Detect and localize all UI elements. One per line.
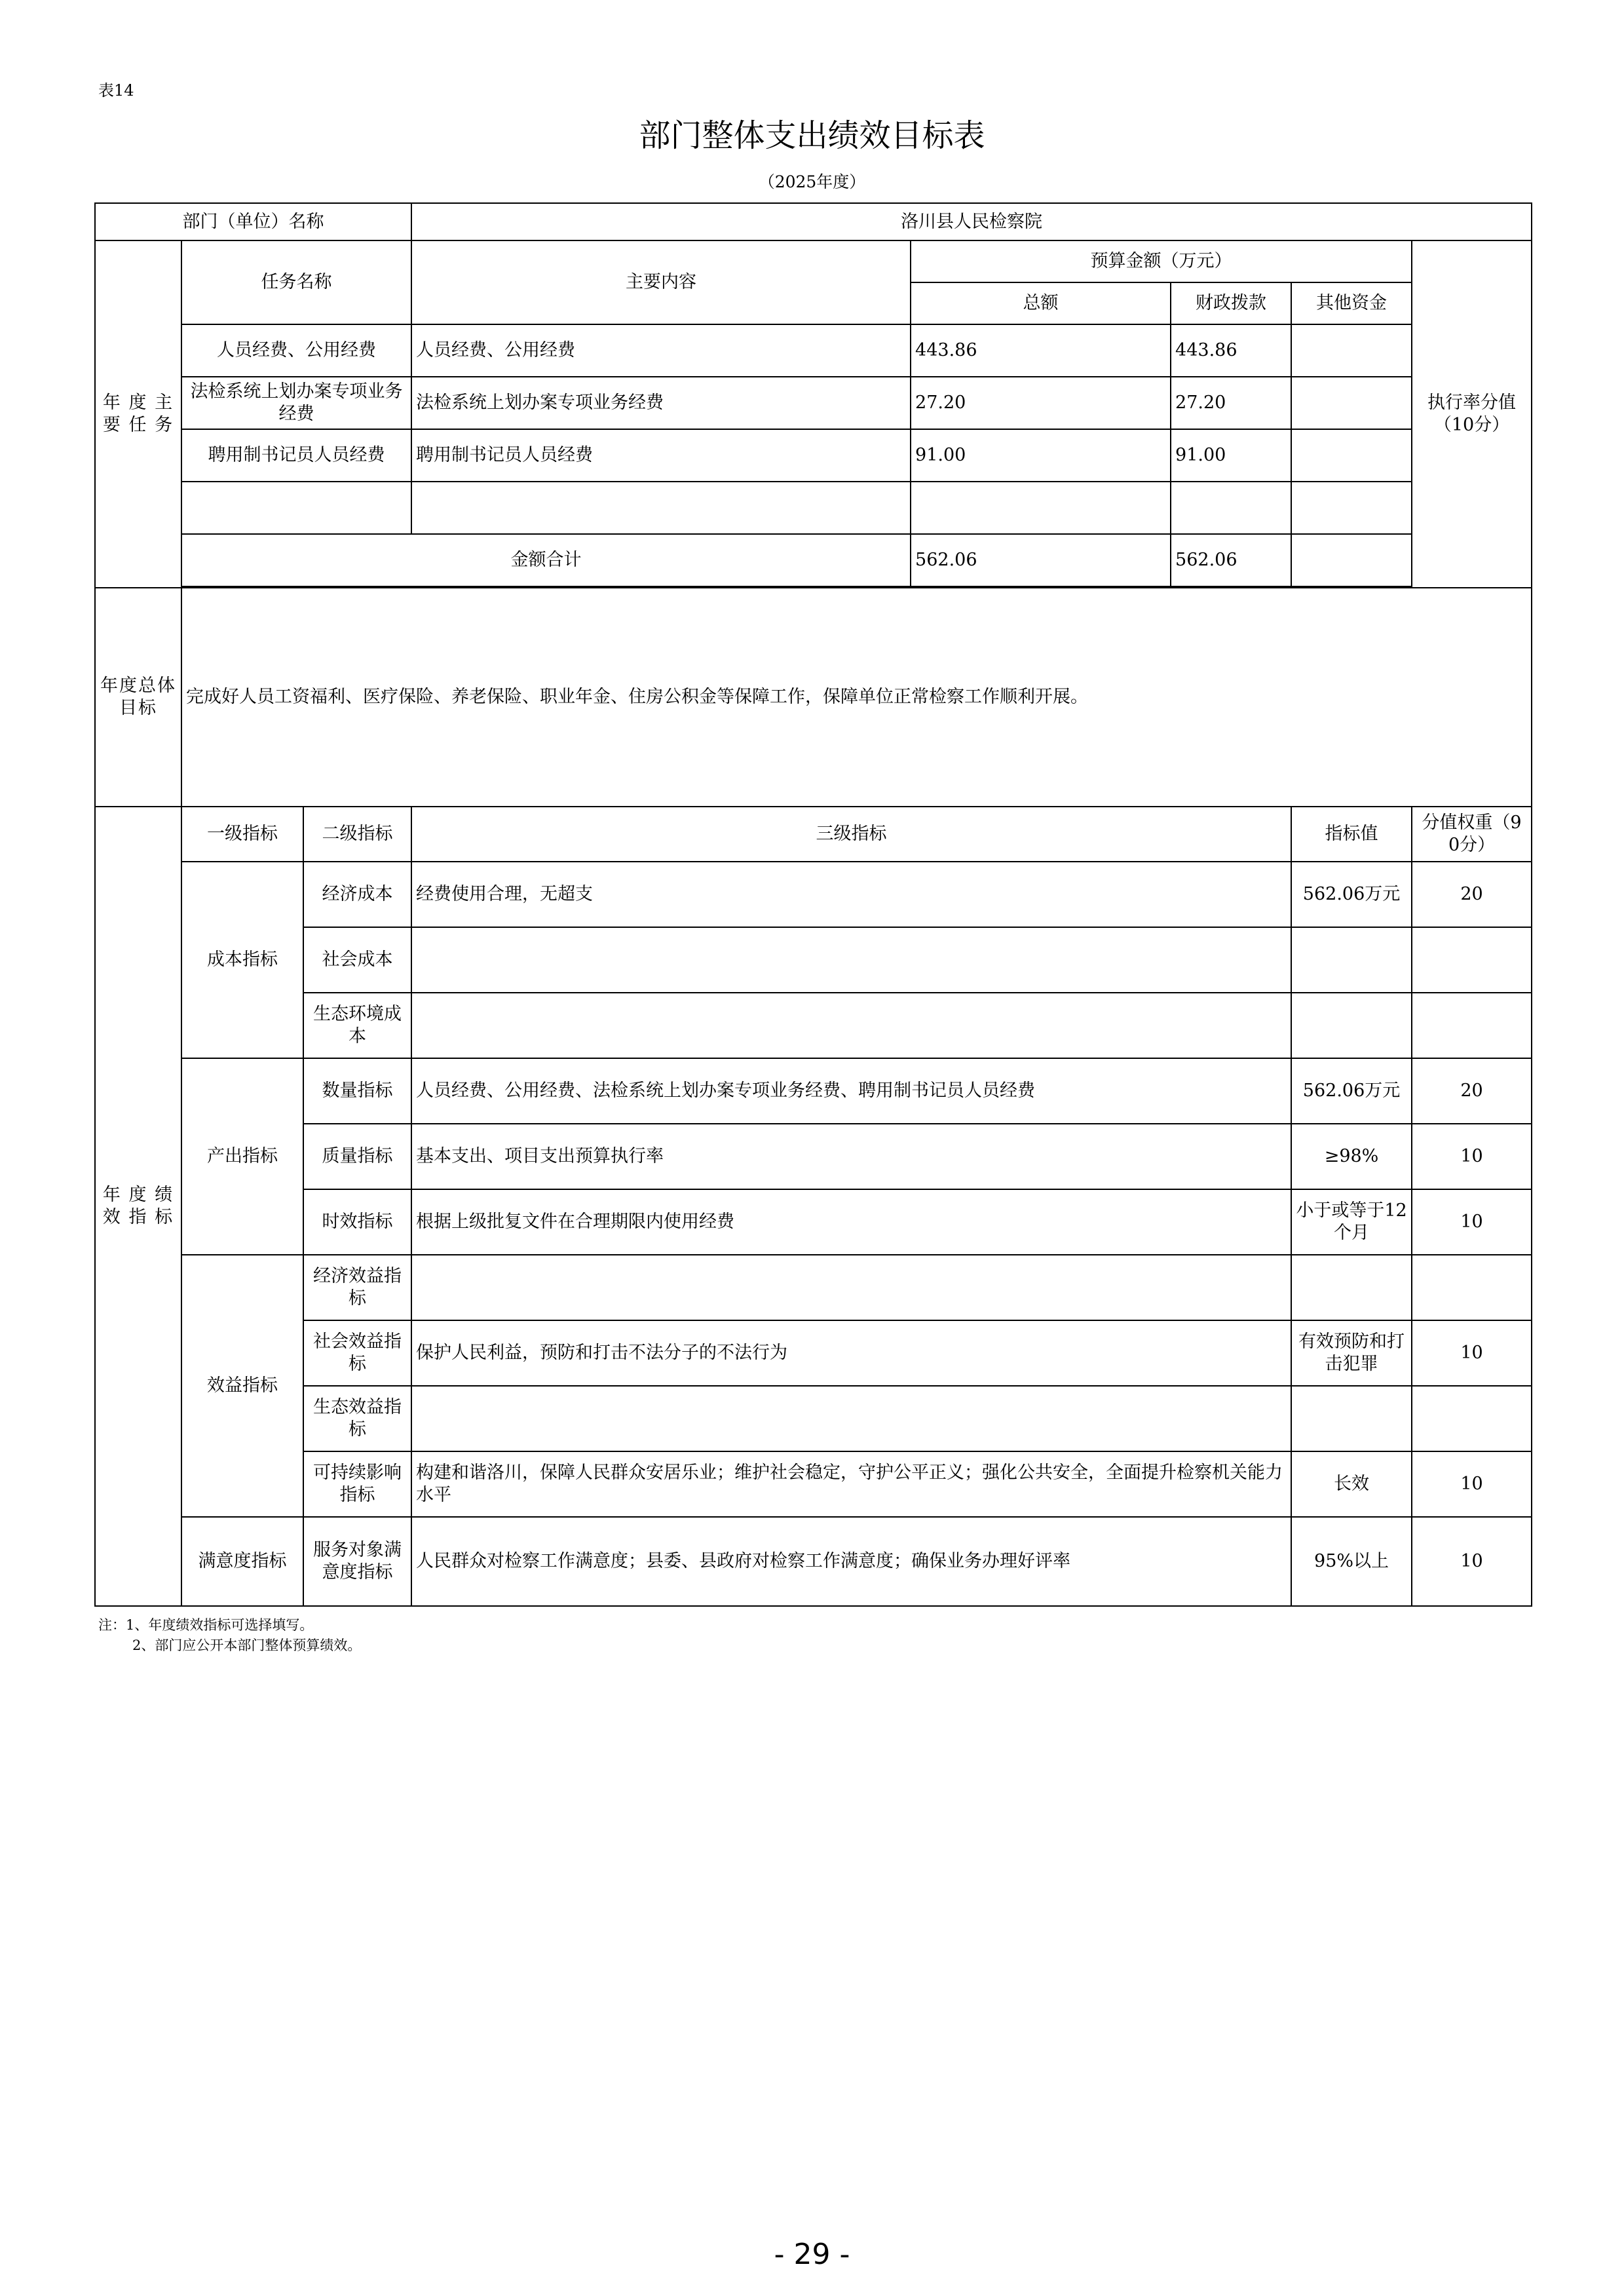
annual-tasks-label: 年 度 主 要 任 务 (95, 240, 181, 588)
task-content: 法检系统上划办案专项业务经费 (411, 377, 911, 429)
indicator-weight (1412, 1255, 1532, 1320)
level2-indicator: 经济成本 (303, 862, 411, 927)
level1-indicator: 成本指标 (181, 862, 303, 1058)
sum-fiscal: 562.06 (1171, 534, 1291, 586)
task-content (411, 482, 911, 534)
other-funds-header: 其他资金 (1291, 282, 1412, 324)
indicator-weight: 20 (1412, 862, 1532, 927)
indicator-value (1291, 927, 1412, 993)
task-name (181, 482, 411, 534)
level2-indicator: 生态效益指标 (303, 1386, 411, 1451)
sum-other (1291, 534, 1412, 586)
level3-indicator: 经费使用合理，无超支 (411, 862, 1291, 927)
task-other (1291, 324, 1412, 377)
task-fiscal (1171, 482, 1291, 534)
indicator-weight: 10 (1412, 1189, 1532, 1255)
level2-indicator: 社会成本 (303, 927, 411, 993)
task-name: 聘用制书记员人员经费 (181, 429, 411, 482)
indicator-weight: 20 (1412, 1058, 1532, 1124)
footnotes (98, 1615, 361, 1656)
task-total: 27.20 (911, 377, 1171, 429)
total-header: 总额 (911, 282, 1171, 324)
indicator-weight (1412, 927, 1532, 993)
level2-indicator: 时效指标 (303, 1189, 411, 1255)
performance-goal-table (94, 202, 1532, 1607)
level2-indicator: 经济效益指标 (303, 1255, 411, 1320)
annual-goal-text: 完成好人员工资福利、医疗保险、养老保险、职业年金、住房公积金等保障工作，保障单位正常检察工作顺利开展。 (181, 588, 1532, 807)
weight-header: 分值权重（90分） (1412, 807, 1532, 862)
indicator-weight (1412, 993, 1532, 1058)
level3-indicator: 构建和谐洛川，保障人民群众安居乐业；维护社会稳定，守护公平正义；强化公共安全，全面提升检察机关能力水平 (411, 1451, 1291, 1517)
task-fiscal: 91.00 (1171, 429, 1291, 482)
level3-indicator (411, 993, 1291, 1058)
task-fiscal: 27.20 (1171, 377, 1291, 429)
level3-indicator (411, 927, 1291, 993)
indicator-weight: 10 (1412, 1320, 1532, 1386)
main-content-header: 主要内容 (411, 240, 911, 324)
indicator-value (1291, 1386, 1412, 1451)
level1-indicator: 产出指标 (181, 1058, 303, 1255)
task-other (1291, 377, 1412, 429)
level3-indicator: 人员经费、公用经费、法检系统上划办案专项业务经费、聘用制书记员人员经费 (411, 1058, 1291, 1124)
execution-rate-score: 执行率分值（10分） (1412, 240, 1532, 588)
indicator-value (1291, 993, 1412, 1058)
sum-total: 562.06 (911, 534, 1171, 586)
indicator-value: 有效预防和打击犯罪 (1291, 1320, 1412, 1386)
sheet-number: 表14 (98, 81, 134, 100)
task-content: 人员经费、公用经费 (411, 324, 911, 377)
task-name: 法检系统上划办案专项业务经费 (181, 377, 411, 429)
indicator-value: 95%以上 (1291, 1517, 1412, 1606)
budget-amount-header: 预算金额（万元） (911, 240, 1412, 282)
task-total: 443.86 (911, 324, 1171, 377)
level2-indicator: 服务对象满意度指标 (303, 1517, 411, 1606)
footnote: 2、部门应公开本部门整体预算绩效。 (132, 1637, 362, 1653)
page-title: 部门整体支出绩效目标表 (639, 117, 985, 154)
annual-goal-label: 年度总体目标 (95, 588, 181, 807)
level3-indicator: 人民群众对检察工作满意度；县委、县政府对检察工作满意度；确保业务办理好评率 (411, 1517, 1291, 1606)
level1-indicator: 满意度指标 (181, 1517, 303, 1606)
level3-indicator: 保护人民利益，预防和打击不法分子的不法行为 (411, 1320, 1291, 1386)
indicator-weight: 10 (1412, 1517, 1532, 1606)
level2-indicator: 质量指标 (303, 1124, 411, 1189)
fiscal-year: （2025年度） (758, 172, 866, 191)
annual-perf-indicators-label: 年 度 绩 效 指 标 (95, 807, 181, 1606)
level1-header: 一级指标 (181, 807, 303, 862)
level3-indicator (411, 1255, 1291, 1320)
task-other (1291, 429, 1412, 482)
indicator-value: 562.06万元 (1291, 1058, 1412, 1124)
indicator-value: 长效 (1291, 1451, 1412, 1517)
indicator-value-header: 指标值 (1291, 807, 1412, 862)
footnote: 注：1、年度绩效指标可选择填写。 (98, 1617, 314, 1633)
task-name-header: 任务名称 (181, 240, 411, 324)
level2-indicator: 生态环境成本 (303, 993, 411, 1058)
indicator-value: 小于或等于12个月 (1291, 1189, 1412, 1255)
level2-indicator: 数量指标 (303, 1058, 411, 1124)
dept-value: 洛川县人民检察院 (411, 203, 1532, 240)
level3-indicator (411, 1386, 1291, 1451)
sum-label: 金额合计 (181, 534, 911, 586)
indicator-value: ≥98% (1291, 1124, 1412, 1189)
page-number: - 29 - (774, 2238, 850, 2271)
level3-indicator: 根据上级批复文件在合理期限内使用经费 (411, 1189, 1291, 1255)
fiscal-header: 财政拨款 (1171, 282, 1291, 324)
task-fiscal: 443.86 (1171, 324, 1291, 377)
level2-indicator: 可持续影响指标 (303, 1451, 411, 1517)
task-other (1291, 482, 1412, 534)
indicator-value (1291, 1255, 1412, 1320)
level3-header: 三级指标 (411, 807, 1291, 862)
task-total (911, 482, 1171, 534)
level2-indicator: 社会效益指标 (303, 1320, 411, 1386)
indicator-weight (1412, 1386, 1532, 1451)
level2-header: 二级指标 (303, 807, 411, 862)
level3-indicator: 基本支出、项目支出预算执行率 (411, 1124, 1291, 1189)
dept-label: 部门（单位）名称 (95, 203, 411, 240)
indicator-weight: 10 (1412, 1451, 1532, 1517)
level1-indicator: 效益指标 (181, 1255, 303, 1517)
task-name: 人员经费、公用经费 (181, 324, 411, 377)
task-total: 91.00 (911, 429, 1171, 482)
indicator-weight: 10 (1412, 1124, 1532, 1189)
indicator-value: 562.06万元 (1291, 862, 1412, 927)
task-content: 聘用制书记员人员经费 (411, 429, 911, 482)
